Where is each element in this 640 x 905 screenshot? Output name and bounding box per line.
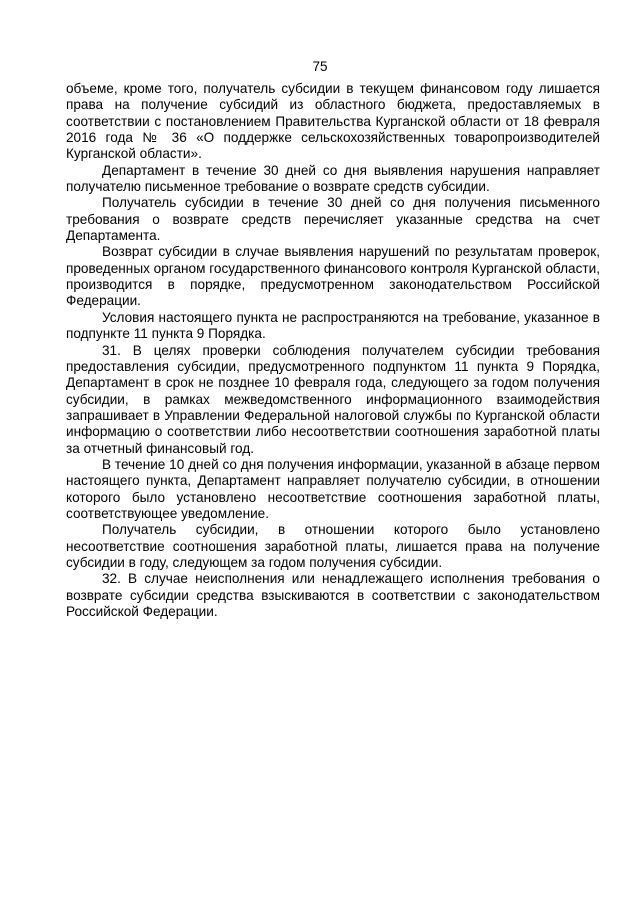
paragraph-department-notice: Департамент в течение 30 дней со дня выявления нарушения направляет получателю письменное требование о возврате средств субсидии. xyxy=(66,162,600,195)
paragraph-continuation: объеме, кроме того, получатель субсидии в текущем финансовом году лишается права на получение субсидий из областного бюджета, предоставляемых в соответствии с постановлением Правительства Курганской области от 18 февраля 2016 года № 36 «О поддержке сельскохозяйственных товаропроизводителей Курганской области». xyxy=(66,81,600,162)
document-body xyxy=(66,81,600,620)
paragraph-recipient-refund: Получатель субсидии в течение 30 дней со дня получения письменного требования о возврате средств перечисляет указанные средства на счет Департамента. xyxy=(66,195,600,244)
paragraph-notification: В течение 10 дней со дня получения информации, указанной в абзаце первом настоящего пункта, Департамент направляет получателю субсидии, в отношении которого было установлено несоответствие соотношения заработной платы, соответствующее уведомление. xyxy=(66,456,600,521)
paragraph-clause-32: 32. В случае неисполнения или ненадлежащего исполнения требования о возврате субсидии средства взыскиваются в соответствии с законодательством Российской Федерации. xyxy=(66,571,600,619)
paragraph-conditions-exception: Условия настоящего пункта не распространяются на требование, указанное в подпункте 11 пункта 9 Порядка. xyxy=(66,309,600,342)
paragraph-refund-audit: Возврат субсидии в случае выявления нарушений по результатам проверок, проведенных органом государственного финансового контроля Курганской области, производится в порядке, предусмотренном законодательством Российской Федерации. xyxy=(66,244,600,309)
page-number: 75 xyxy=(312,59,328,74)
paragraph-clause-31: 31. В целях проверки соблюдения получателем субсидии требования предоставления субсидии, предусмотренного подпунктом 11 пункта 9 Порядка, Департамент в срок не позднее 10 февраля года, следующего за годом получения субсидии, в рамках межведомственного информационного взаимодействия запрашивает в Управлении Федеральной налоговой службы по Курганской области информацию о соответствии либо несоответствии соотношения заработной платы за отчетный финансовый год. xyxy=(66,342,600,456)
paragraph-deprivation: Получатель субсидии, в отношении которого было установлено несоответствие соотношения заработной платы, лишается права на получение субсидии в году, следующем за годом получения субсидии. xyxy=(66,522,600,570)
